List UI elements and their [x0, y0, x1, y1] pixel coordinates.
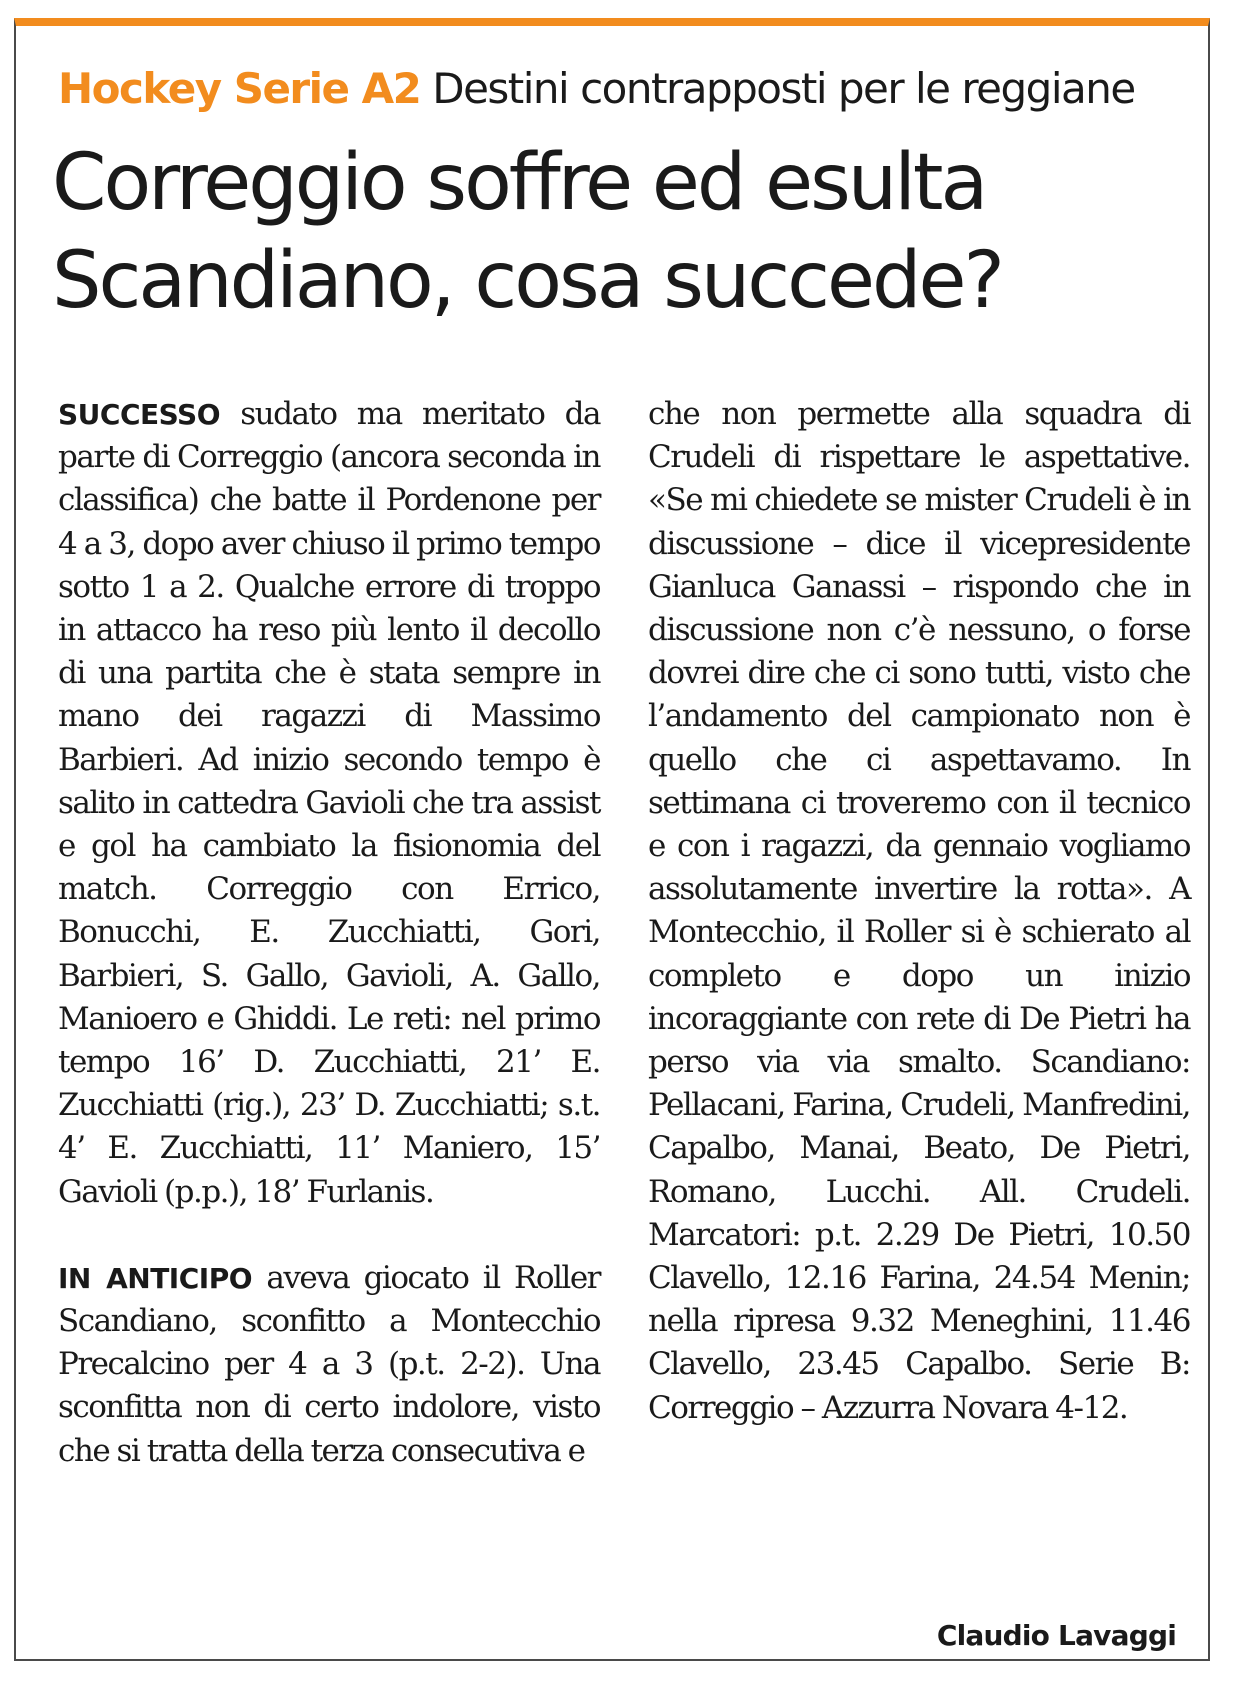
paragraph-1: [58, 393, 600, 1214]
lead-word-2: IN ANTICIPO: [58, 1261, 253, 1295]
byline: Claudio Lavaggi: [936, 1619, 1176, 1652]
headline-line-1: Correggio soffre ed esulta: [52, 138, 986, 228]
article-box: [14, 18, 1210, 1661]
paragraph-1-text: sudato ma meritato da parte di Correggio (ancora seconda in classifica) che batte il Pordenone per 4 a 3, dopo aver chiuso il primo tempo sotto 1 a 2. Qualche errore di troppo in attacco ha reso più lento il decollo di una partita che è stata sempre in mano dei ragazzi di Massimo Barbieri. Ad inizio secondo tempo è salito in cattedra Gavioli che tra assist e gol ha cambiato la fisionomia del match. Correggio con Errico, Bonucchi, E. Zucchiatti, Gori, Barbieri, S. Gallo, Gavioli, A. Gallo, Manioero e Ghiddi. Le reti: nel primo tempo 16’ D. Zucchiatti, 21’ E. Zucchiatti (rig.), 23’ D. Zucchiatti; s.t. 4’ E. Zucchiatti, 11’ Maniero, 15’ Gavioli (p.p.), 18’ Furlanis.: [58, 396, 600, 1210]
kicker-subtitle: Destini contrapposti per le reggiane: [432, 64, 1135, 113]
kicker: [58, 64, 1135, 113]
section-tag: Hockey Serie A2: [58, 64, 421, 113]
paragraph-2-text: aveva giocato il Roller Scandiano, sconfitto a Montecchio Precalcino per 4 a 3 (p.t. 2-2). Una sconfitta non di certo indolore, visto che si tratta della terza consecutiva e: [58, 1259, 600, 1469]
paragraph-2: [58, 1257, 600, 1473]
lead-word-1: SUCCESSO: [58, 398, 221, 431]
headline-line-2: Scandiano, cosa succede?: [52, 236, 1002, 326]
headline: [52, 134, 1002, 330]
body-column-left: [58, 393, 600, 1473]
body-column-right: [648, 393, 1190, 1430]
paragraph-3: che non permette alla squadra di Crudeli di rispettare le aspettative. «Se mi chiedete se mister Crudeli è in discussione – dice il vicepresidente Gianluca Ganassi – rispondo che in discussione non c’è nessuno, o forse dovrei dire che ci sono tutti, visto che l’andamento del campionato non è quello che ci aspettavamo. In settimana ci troveremo con il tecnico e con i ragazzi, da gennaio vogliamo assolutamente invertire la rotta». A Montecchio, il Roller si è schierato al completo e dopo un inizio incoraggiante con rete di De Pietri ha perso via via smalto. Scandiano: Pellacani, Farina, Crudeli, Manfredini, Capalbo, Manai, Beato, De Pietri, Romano, Lucchi. All. Crudeli. Marcatori: p.t. 2.29 De Pietri, 10.50 Clavello, 12.16 Farina, 24.54 Menin; nella ripresa 9.32 Meneghini, 11.46 Clavello, 23.45 Capalbo. Serie B: Correggio – Azzurra Novara 4-12.: [648, 396, 1190, 1426]
